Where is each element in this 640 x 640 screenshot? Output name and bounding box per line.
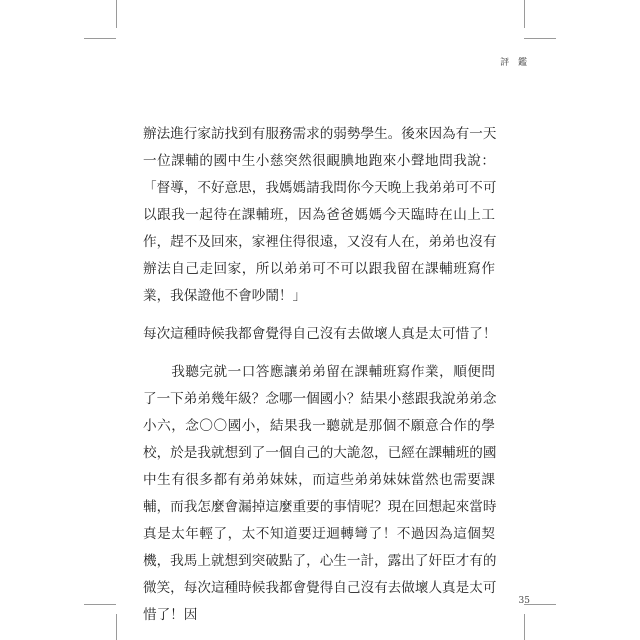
text-line: 惜了！因 [143, 607, 198, 623]
crop-mark-top-left-h [84, 38, 116, 39]
text-line: 一位課輔的國中生小慈突然很靦腆地跑來小聲地問我說： [143, 153, 495, 169]
crop-mark-top-right-v [524, 0, 525, 28]
text-line: 作，趕不及回來，家裡住得很遠，又沒有人在，弟弟也沒有 [143, 234, 497, 250]
body-text [143, 121, 495, 629]
crop-mark-bottom-left-v [116, 614, 117, 640]
text-line: 真是太年輕了，太不知道要迂迴轉彎了！不過因為這個契 [143, 526, 495, 542]
crop-mark-bottom-right-v [524, 614, 525, 640]
crop-mark-top-left-v [116, 0, 117, 28]
text-line: 微笑，每次這種時候我都會覺得自己沒有去做壞人真是太可 [143, 580, 497, 596]
text-line: 輔，而我怎麼會漏掉這麼重要的事情呢？現在回想起來當時 [143, 499, 497, 515]
crop-mark-bottom-left-h [84, 604, 116, 605]
text-line: 我聽完就一口答應讓弟弟留在課輔班寫作業，順便問 [143, 364, 495, 380]
text-line: 中生有很多都有弟弟妹妹，而這些弟弟妹妹當然也需要課 [143, 472, 495, 488]
text-line: 機，我馬上就想到突破點了，心生一計，露出了奸臣才有的 [143, 553, 497, 569]
text-line: 以跟我一起待在課輔班，因為爸爸媽媽今天臨時在山上工 [143, 207, 495, 223]
running-header: 評 鑑 [500, 58, 530, 68]
text-line: 小六，念〇〇國小，結果我一聽就是那個不願意合作的學 [143, 418, 495, 434]
text-line: 「督導，不好意思，我媽媽請我問你今天晚上我弟弟可不可 [143, 180, 497, 196]
text-line: 業，我保證他不會吵鬧！」 [143, 288, 307, 304]
text-line: 辦法自己走回家，所以弟弟可不可以跟我留在課輔班寫作 [143, 261, 495, 277]
crop-mark-top-right-h [524, 38, 556, 39]
text-line: 校，於是我就想到了一個自己的大詭忽，已經在課輔班的國 [143, 445, 497, 461]
text-line: 每次這種時候我都會覺得自己沒有去做壞人真是太可惜了！ [143, 326, 497, 342]
page-number: 35 [518, 596, 530, 606]
text-line: 了一下弟弟幾年級？念哪一個國小？結果小慈跟我說弟弟念 [143, 391, 497, 407]
text-line: 辦法進行家訪找到有服務需求的弱勢學生。後來因為有一天 [143, 126, 497, 142]
